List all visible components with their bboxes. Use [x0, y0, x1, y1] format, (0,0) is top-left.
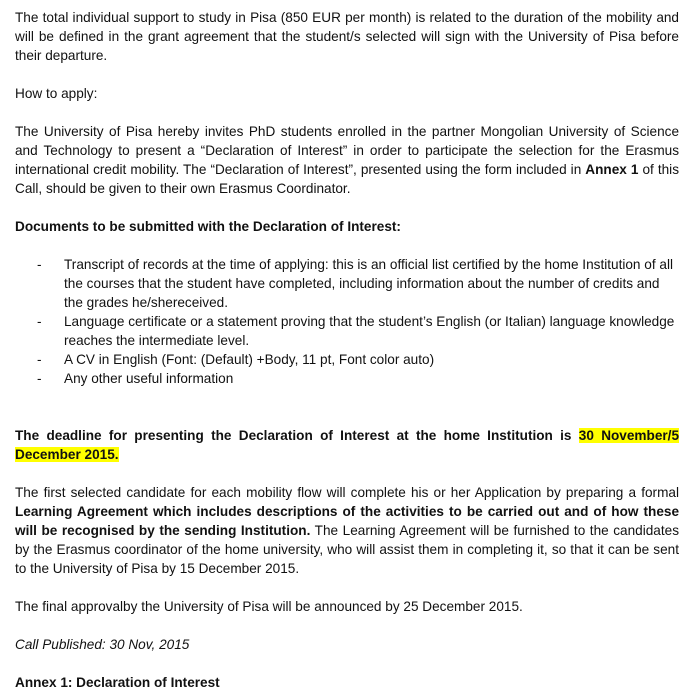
bullet-dash: - [37, 314, 42, 329]
deadline-date-highlight: 30 November/5 December 2015. [15, 428, 680, 462]
learning-agreement-bold: Learning Agreement which includes descriptions of the activities to be carried out and of how these will be recognised by the sending Institution. [15, 504, 679, 538]
final-approval-paragraph: The final approvalby the University of Pisa will be announced by 25 December 2015. [15, 599, 523, 614]
annex-reference: Annex 1 [585, 162, 639, 177]
list-item-text: Any other useful information [64, 371, 234, 386]
bullet-dash: - [37, 257, 42, 272]
invitation-text-b: of this Call, should be given to their own Erasmus Coordinator. [15, 162, 679, 196]
learning-agreement-text-a: The first selected candidate for each mobility flow will complete his or her Application by preparing a formal [15, 485, 679, 500]
documents-heading: Documents to be submitted with the Declaration of Interest: [15, 219, 401, 234]
list-item [15, 312, 679, 350]
list-item [15, 369, 679, 388]
learning-agreement-paragraph [15, 483, 679, 578]
bullet-dash: - [37, 352, 42, 367]
list-item-text: Language certificate or a statement proving that the student’s English (or Italian) language knowledge reaches the intermediate level. [64, 314, 675, 348]
list-item-text: Transcript of records at the time of applying: this is an official list certified by the home Institution of all the courses that the student have completed, including information about the number of credits and the grades he/shereceived. [64, 257, 673, 310]
bullet-dash: - [37, 371, 42, 386]
deadline-text: The deadline for presenting the Declaration of Interest at the home Institution is [15, 428, 579, 443]
document-page [15, 8, 679, 692]
deadline-paragraph [15, 426, 679, 464]
learning-agreement-text-b: The Learning Agreement will be furnished to the candidates by the Erasmus coordinator of the home university, who will assist them in completing it, so that it can be sent to the University of Pisa by 15 December 2015. [15, 523, 679, 576]
call-published-date: Call Published: 30 Nov, 2015 [15, 637, 190, 652]
list-item-text: A CV in English (Font: (Default) +Body, 11 pt, Font color auto) [64, 352, 435, 367]
list-item [15, 255, 679, 312]
invitation-text-a: The University of Pisa hereby invites PhD students enrolled in the partner Mongolian University of Science and Technology to present a “Declaration of Interest” in order to participate the selection for the Erasmus international credit mobility. The “Declaration of Interest”, presented using the form included in [15, 124, 679, 177]
annex-heading: Annex 1: Declaration of Interest [15, 675, 220, 690]
list-item [15, 350, 679, 369]
invitation-paragraph [15, 122, 679, 198]
how-to-apply-label: How to apply: [15, 86, 98, 101]
documents-list [15, 255, 679, 388]
grant-paragraph: The total individual support to study in Pisa (850 EUR per month) is related to the duration of the mobility and will be defined in the grant agreement that the student/s selected will sign with the University of Pisa before their departure. [15, 10, 679, 63]
